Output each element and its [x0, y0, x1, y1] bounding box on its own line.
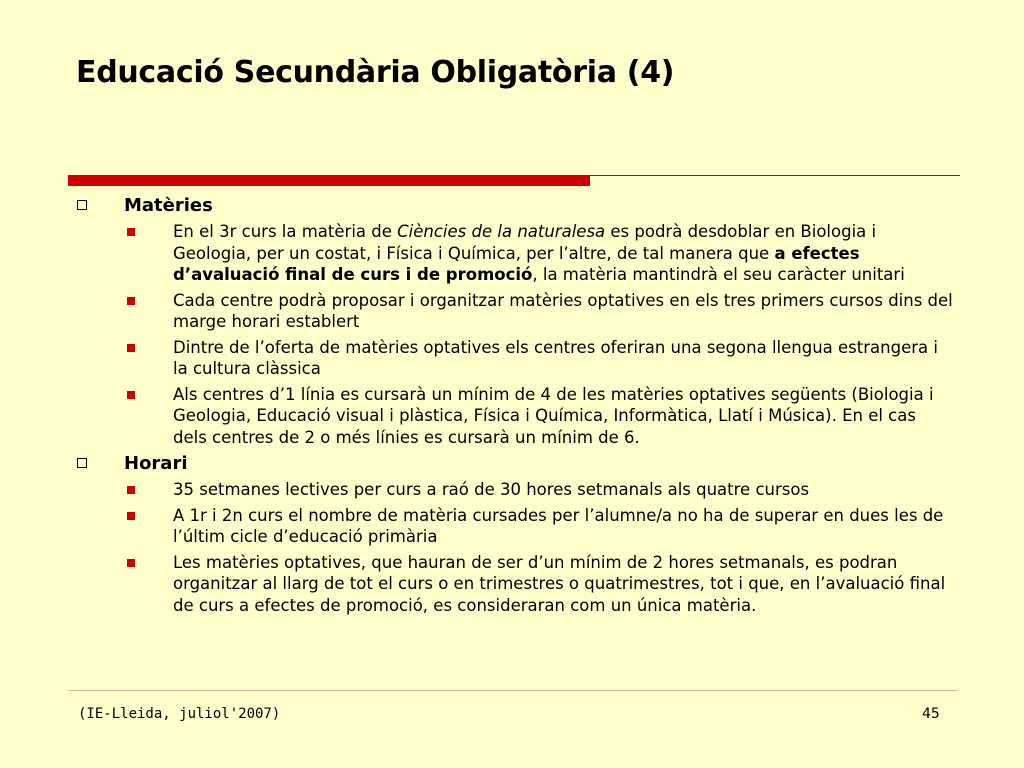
text-run: 35 setmanes lectives per curs a raó de 30 hores setmanals als quatre cursos: [173, 480, 810, 499]
text-run: , la matèria mantindrà el seu caràcter unitari: [532, 265, 905, 284]
bullet-list: [0, 221, 1024, 448]
section-horari: [0, 452, 1024, 616]
square-bullet-icon: [127, 559, 135, 567]
italic-text-run: Ciències de la naturalesa: [397, 222, 606, 241]
square-bullet-icon: [127, 297, 135, 305]
text-run: A 1r i 2n curs el nombre de matèria cursades per l’alumne/a no ha de superar en dues les de l’últim cicle d’educació primària: [173, 505, 944, 546]
slide-title: Educació Secundària Obligatòria (4): [76, 55, 675, 90]
hollow-square-bullet-icon: [77, 200, 87, 210]
section-materies: [0, 194, 1024, 448]
text-run: Dintre de l’oferta de matèries optatives els centres oferiran una segona llengua estrangera i la cultura clàssica: [173, 337, 938, 378]
page-number: 45: [922, 706, 940, 722]
list-item: [0, 552, 1024, 617]
list-item: [0, 221, 1024, 286]
text-run: Les matèries optatives, que hauran de ser d’un mínim de 2 hores setmanals, es podran organitzar al llarg de tot el curs o en trimestres o quatrimestres, tot i que, en l’avaluació final de curs a efectes de promoció, es consideraran com un única matèria.: [173, 552, 946, 615]
section-heading: [0, 452, 1024, 479]
text-run: En el 3r curs la matèria de: [173, 222, 398, 241]
text-run: es podrà desdoblar en Biologia i Geologia, per un costat, i Física i Química, per l’altre, de tal manera que: [173, 222, 877, 263]
text-run: Als centres d’1 línia es cursarà un mínim de 4 de les matèries optatives següents (Biologia i Geologia, Educació visual i plàstica, Física i Química, Informàtica, Llatí i Música). En el cas dels centres de 2 o més línies es cursarà un mínim de 6.: [173, 384, 934, 447]
footer-source: (IE-Lleida, juliol'2007): [78, 706, 281, 722]
list-item: [0, 479, 1024, 501]
title-divider-bar: [68, 175, 590, 186]
text-run: Cada centre podrà proposar i organitzar matèries optatives en els tres primers cursos dins del marge horari establert: [173, 290, 953, 331]
section-heading: [0, 194, 1024, 221]
list-item: [0, 384, 1024, 449]
square-bullet-icon: [127, 486, 135, 494]
list-item: [0, 505, 1024, 548]
square-bullet-icon: [127, 228, 135, 236]
section-title: Matèries: [124, 195, 213, 216]
square-bullet-icon: [127, 512, 135, 520]
slide-body: [0, 194, 1024, 620]
footer-divider-line: [68, 690, 958, 691]
section-title: Horari: [124, 453, 188, 474]
square-bullet-icon: [127, 344, 135, 352]
bullet-list: [0, 479, 1024, 616]
list-item: [0, 337, 1024, 380]
bold-text-run: a efectes d’avaluació final de curs i de promoció: [173, 243, 860, 284]
hollow-square-bullet-icon: [77, 458, 87, 468]
square-bullet-icon: [127, 391, 135, 399]
list-item: [0, 290, 1024, 333]
